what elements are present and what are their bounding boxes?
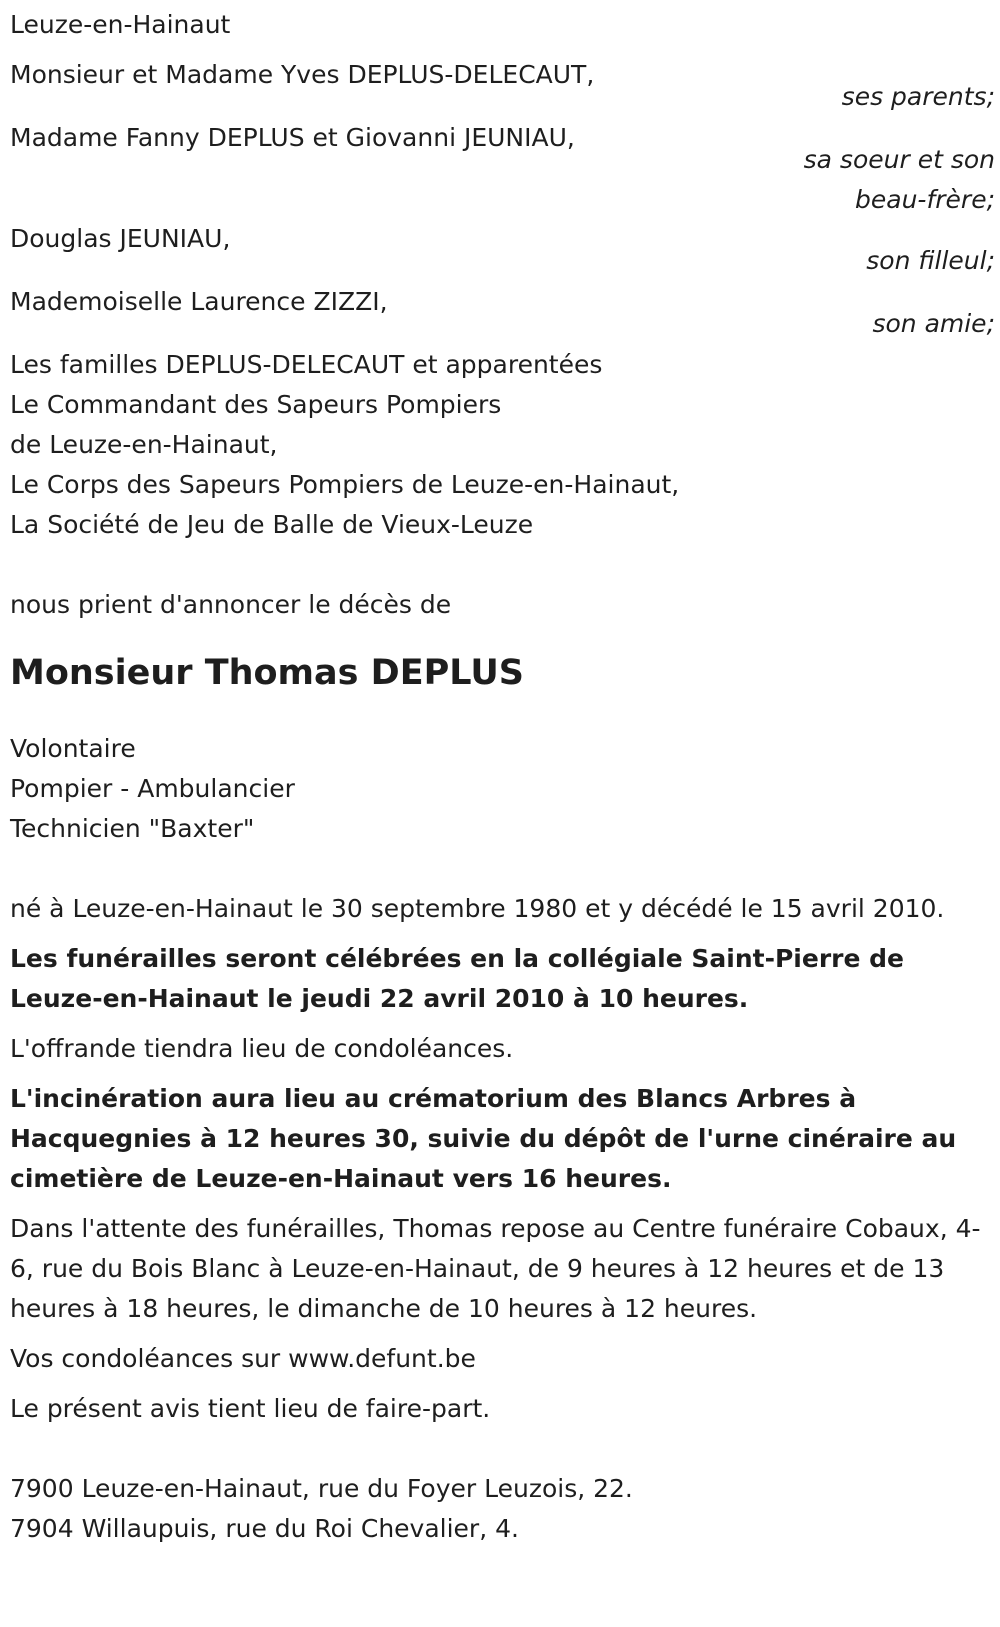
deceased-titles bbox=[10, 729, 995, 849]
title-line: Volontaire bbox=[10, 734, 136, 763]
family-name: Mademoiselle Laurence ZIZZI, bbox=[10, 287, 388, 316]
deceased-name: Monsieur Thomas DEPLUS bbox=[10, 653, 524, 693]
family-row-friend bbox=[10, 282, 995, 345]
mourner-line: Le Corps des Sapeurs Pompiers de Leuze-en-Hainaut, bbox=[10, 470, 680, 499]
cremation-text: L'incinération aura lieu au crématorium des Blancs Arbres à Hacquegnies à 12 heures 30, suivie du dépôt de l'urne cinéraire au cimetière de Leuze-en-Hainaut vers 16 heures. bbox=[10, 1084, 957, 1193]
title-line: Technicien "Baxter" bbox=[10, 814, 255, 843]
notice-text: Le présent avis tient lieu de faire-part. bbox=[10, 1394, 491, 1423]
mourner-line: Le Commandant des Sapeurs Pompiers bbox=[10, 390, 502, 419]
mourner-line: de Leuze-en-Hainaut, bbox=[10, 430, 278, 459]
family-role: sa soeur et son beau-frère; bbox=[803, 145, 995, 214]
condolences-text: Vos condoléances sur www.defunt.be bbox=[10, 1344, 476, 1373]
family-name: Douglas JEUNIAU, bbox=[10, 224, 231, 253]
title-line: Pompier - Ambulancier bbox=[10, 774, 295, 803]
family-name: Madame Fanny DEPLUS et Giovanni JEUNIAU, bbox=[10, 123, 575, 152]
family-name: Monsieur et Madame Yves DEPLUS-DELECAUT, bbox=[10, 60, 595, 89]
announcement-text: nous prient d'annoncer le décès de bbox=[10, 590, 452, 619]
family-role: son amie; bbox=[872, 309, 995, 338]
mourner-line: Les familles DEPLUS-DELECAUT et apparentées bbox=[10, 350, 603, 379]
place-heading: Leuze-en-Hainaut bbox=[10, 10, 231, 39]
address-line: 7904 Willaupuis, rue du Roi Chevalier, 4. bbox=[10, 1514, 519, 1543]
funeral-text: Les funérailles seront célébrées en la collégiale Saint-Pierre de Leuze-en-Hainaut le jeudi 22 avril 2010 à 10 heures. bbox=[10, 944, 904, 1013]
family-role: ses parents; bbox=[841, 82, 995, 111]
addresses bbox=[10, 1469, 995, 1549]
other-mourners bbox=[10, 345, 995, 545]
address-line: 7900 Leuze-en-Hainaut, rue du Foyer Leuzois, 22. bbox=[10, 1474, 633, 1503]
family-row-sister bbox=[10, 118, 995, 219]
obituary-notice bbox=[10, 5, 995, 1549]
offering-text: L'offrande tiendra lieu de condoléances. bbox=[10, 1034, 514, 1063]
family-role: son filleul; bbox=[866, 246, 995, 275]
mourner-line: La Société de Jeu de Balle de Vieux-Leuze bbox=[10, 510, 534, 539]
family-row-parents bbox=[10, 55, 995, 118]
viewing-text: Dans l'attente des funérailles, Thomas repose au Centre funéraire Cobaux, 4-6, rue du Bois Blanc à Leuze-en-Hainaut, de 9 heures à 12 heures et de 13 heures à 18 heures, le dimanche de 10 heures à 12 heures. bbox=[10, 1214, 981, 1323]
family-row-godson bbox=[10, 219, 995, 282]
birth-death-text: né à Leuze-en-Hainaut le 30 septembre 1980 et y décédé le 15 avril 2010. bbox=[10, 894, 945, 923]
